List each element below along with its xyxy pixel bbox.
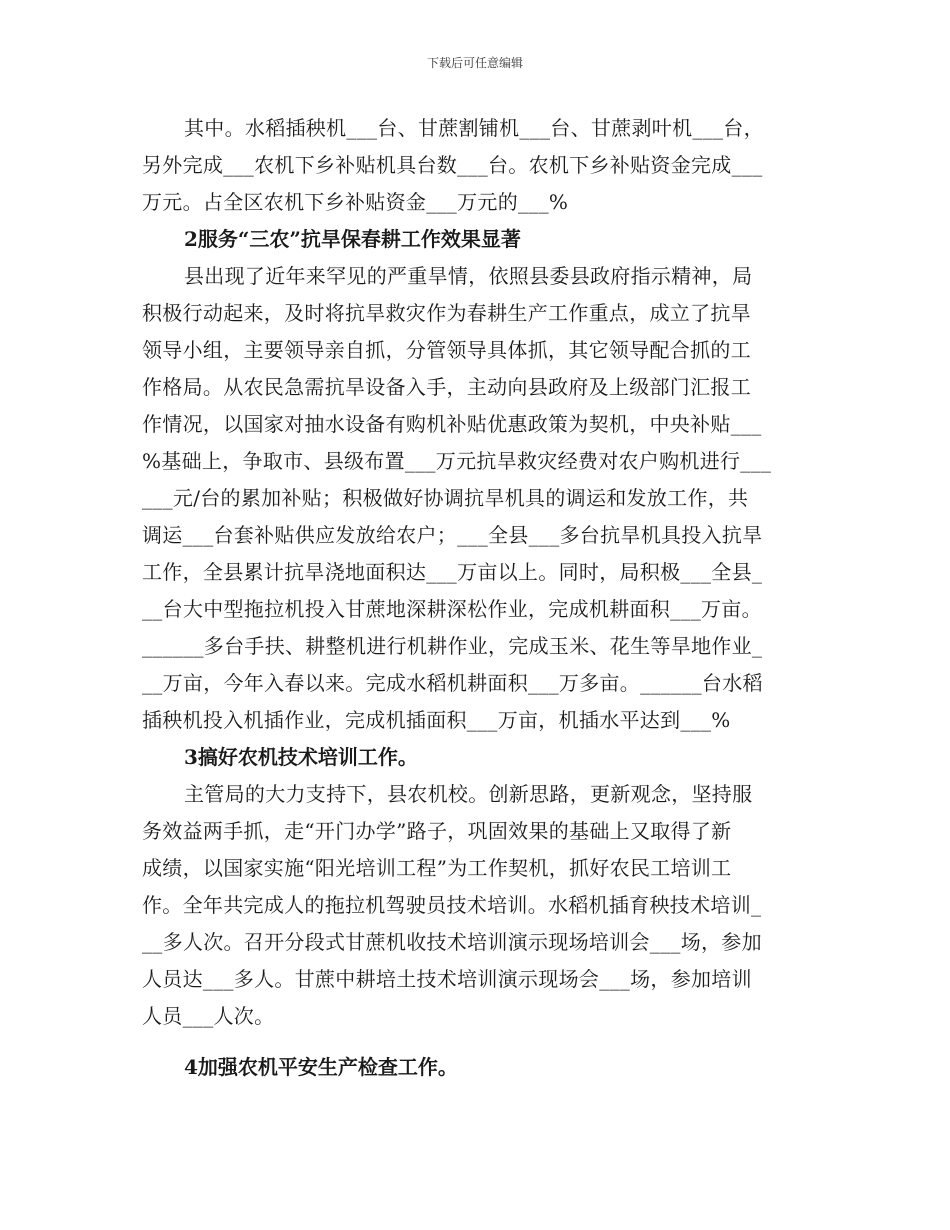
text-line: 其中。水稻插秧机___台、甘蔗割铺机___台、甘蔗剥叶机___台， <box>184 116 764 140</box>
text-line: __多人次。召开分段式甘蔗机收技术培训演示现场培训会___场，参加 <box>142 930 762 954</box>
paragraph-section1 <box>142 110 814 221</box>
text-line: %基础上，争取市、县级布置___万元抗旱救灾经费对农户购机进行___ <box>142 449 772 473</box>
text-line: __万亩，今年入春以来。完成水稻机耕面积___万多亩。______台水稻 <box>142 671 763 695</box>
document-body <box>142 110 814 1086</box>
paragraph-section2 <box>142 258 814 739</box>
text-line: 县出现了近年来罕见的严重旱情，依照县委县政府指示精神，局 <box>184 264 753 288</box>
section-heading-2: 2服务“三农”抗旱保春耕工作效果显著 <box>184 227 521 251</box>
section-heading-4: 4加强农机平安生产检查工作。 <box>184 1055 458 1079</box>
text-line: 作格局。从农民急需抗旱设备入手，主动向县政府及上级部门汇报工 <box>142 375 751 399</box>
text-line: 工作，全县累计抗旱浇地面积达___万亩以上。同时，局积极___全县_ <box>142 560 763 584</box>
text-line: ______多台手扶、耕整机进行机耕作业，完成玉米、花生等旱地作业_ <box>142 634 763 658</box>
text-line: 务效益两手抓，走“开门办学”路子，巩固效果的基础上又取得了新 <box>142 819 732 843</box>
text-line: 积极行动起来，及时将抗旱救灾作为春耕生产工作重点，成立了抗旱 <box>142 301 751 325</box>
text-line: 作。全年共完成人的拖拉机驾驶员技术培训。水稻机插育秧技术培训_ <box>142 893 762 917</box>
text-line: ___元/台的累加补贴；积极做好协调抗旱机具的调运和发放工作，共 <box>142 486 749 510</box>
page-header-note: 下载后可任意编辑 <box>426 56 523 70</box>
text-line: 万元。占全区农机下乡补贴资金___万元的___% <box>142 190 569 214</box>
text-line: 人员达___多人。甘蔗中耕培土技术培训演示现场会___场，参加培训 <box>142 967 752 991</box>
text-line: 插秧机投入机插作业，完成机插面积___万亩，机插水平达到___% <box>142 708 731 732</box>
text-line: __台大中型拖拉机投入甘蔗地深耕深松作业，完成机耕面积___万亩。 <box>142 597 762 621</box>
section-heading-3: 3搞好农机技术培训工作。 <box>184 745 418 769</box>
text-line: 另外完成___农机下乡补贴机具台数___台。农机下乡补贴资金完成___ <box>142 153 763 177</box>
text-line: 主管局的大力支持下，县农机校。创新思路，更新观念，坚持服 <box>184 782 753 806</box>
text-line: 调运___台套补贴供应发放给农户；___全县___多台抗旱机具投入抗旱 <box>142 523 763 547</box>
text-line: 领导小组，主要领导亲自抓，分管领导具体抓，其它领导配合抓的工 <box>142 338 751 362</box>
text-line: 成绩，以国家实施“阳光培训工程”为工作契机，抓好农民工培训工 <box>142 856 732 880</box>
text-line: 作情况，以国家对抽水设备有购机补贴优惠政策为契机，中央补贴___ <box>142 412 762 436</box>
paragraph-section3 <box>142 776 814 1035</box>
text-line: 人员___人次。 <box>142 1004 275 1028</box>
